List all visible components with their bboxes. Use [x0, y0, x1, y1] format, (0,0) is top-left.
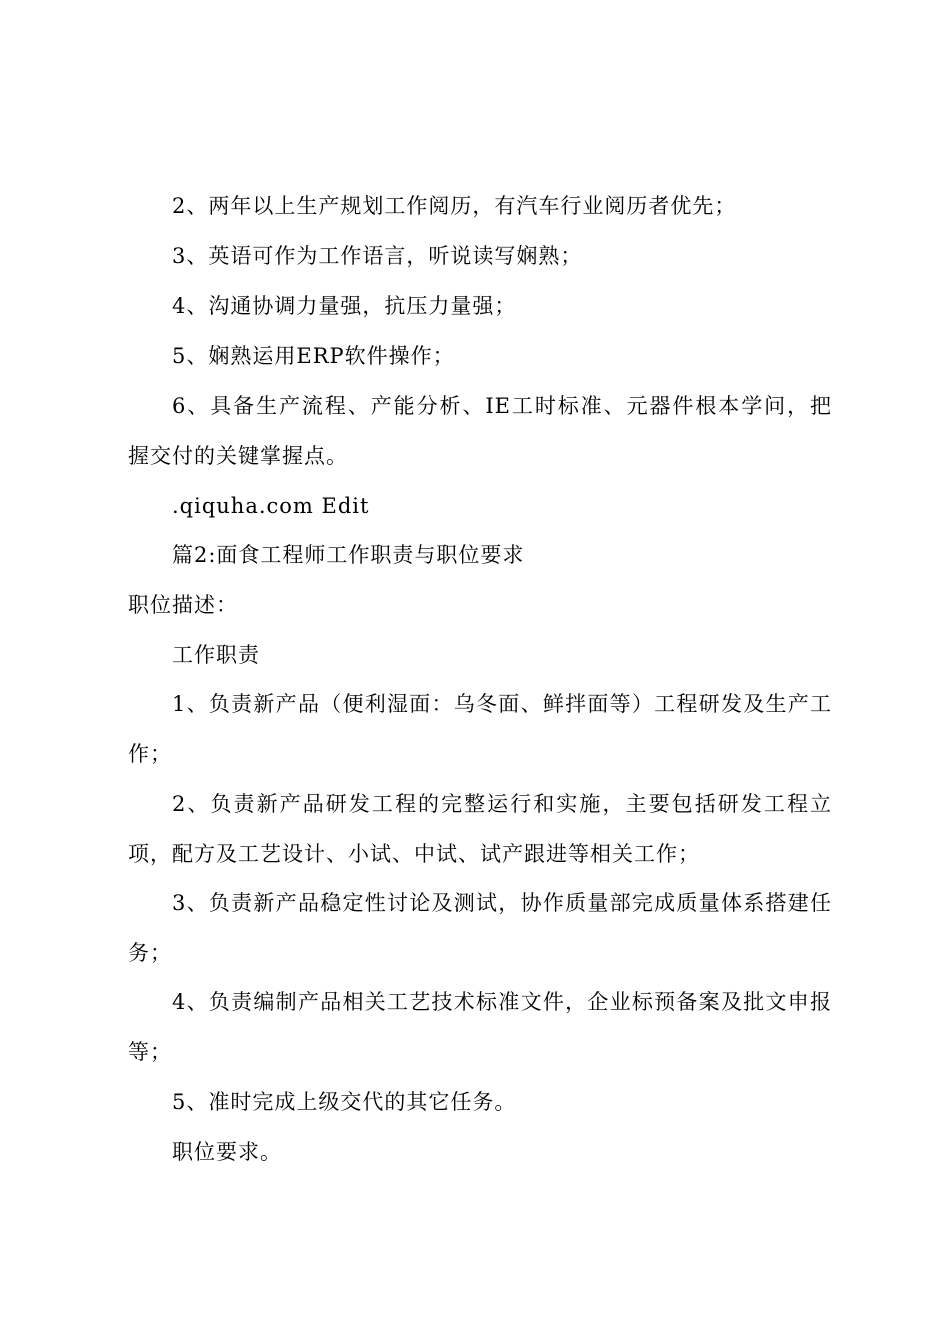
text-line-req-6: 6、具备生产流程、产能分析、IE工时标准、元器件根本学问，把 — [172, 394, 832, 418]
text-line-duty-3-cont: 务； — [128, 941, 172, 965]
text-line-duty-5: 5、准时完成上级交代的其它任务。 — [172, 1090, 517, 1114]
duties-heading: 工作职责 — [172, 643, 260, 667]
section-title: 篇2:面食工程师工作职责与职位要求 — [172, 543, 525, 567]
text-line-req-3: 3、英语可作为工作语言，听说读写娴熟； — [172, 244, 583, 268]
text-line-duty-3: 3、负责新产品稳定性讨论及测试，协作质量部完成质量体系搭建任 — [172, 891, 832, 915]
text-line-duty-2: 2、负责新产品研发工程的完整运行和实施，主要包括研发工程立 — [172, 792, 832, 816]
text-line-duty-2-cont: 项，配方及工艺设计、小试、中试、试产跟进等相关工作； — [128, 842, 700, 866]
text-line-req-4: 4、沟通协调力量强，抗压力量强； — [172, 294, 517, 318]
text-line-duty-4-cont: 等； — [128, 1040, 172, 1064]
text-line-req-2: 2、两年以上生产规划工作阅历，有汽车行业阅历者优先； — [172, 194, 737, 218]
job-description-heading: 职位描述： — [128, 593, 238, 617]
text-line-req-5: 5、娴熟运用ERP软件操作； — [172, 344, 455, 368]
text-line-duty-1: 1、负责新产品（便利湿面：乌冬面、鲜拌面等）工程研发及生产工 — [172, 692, 832, 716]
requirements-heading: 职位要求。 — [172, 1140, 282, 1164]
text-line-site-edit: .qiquha.com Edit — [172, 494, 370, 518]
text-line-req-6-cont: 握交付的关键掌握点。 — [128, 444, 348, 468]
text-line-duty-1-cont: 作； — [128, 742, 172, 766]
text-line-duty-4: 4、负责编制产品相关工艺技术标准文件，企业标预备案及批文申报 — [172, 990, 832, 1014]
